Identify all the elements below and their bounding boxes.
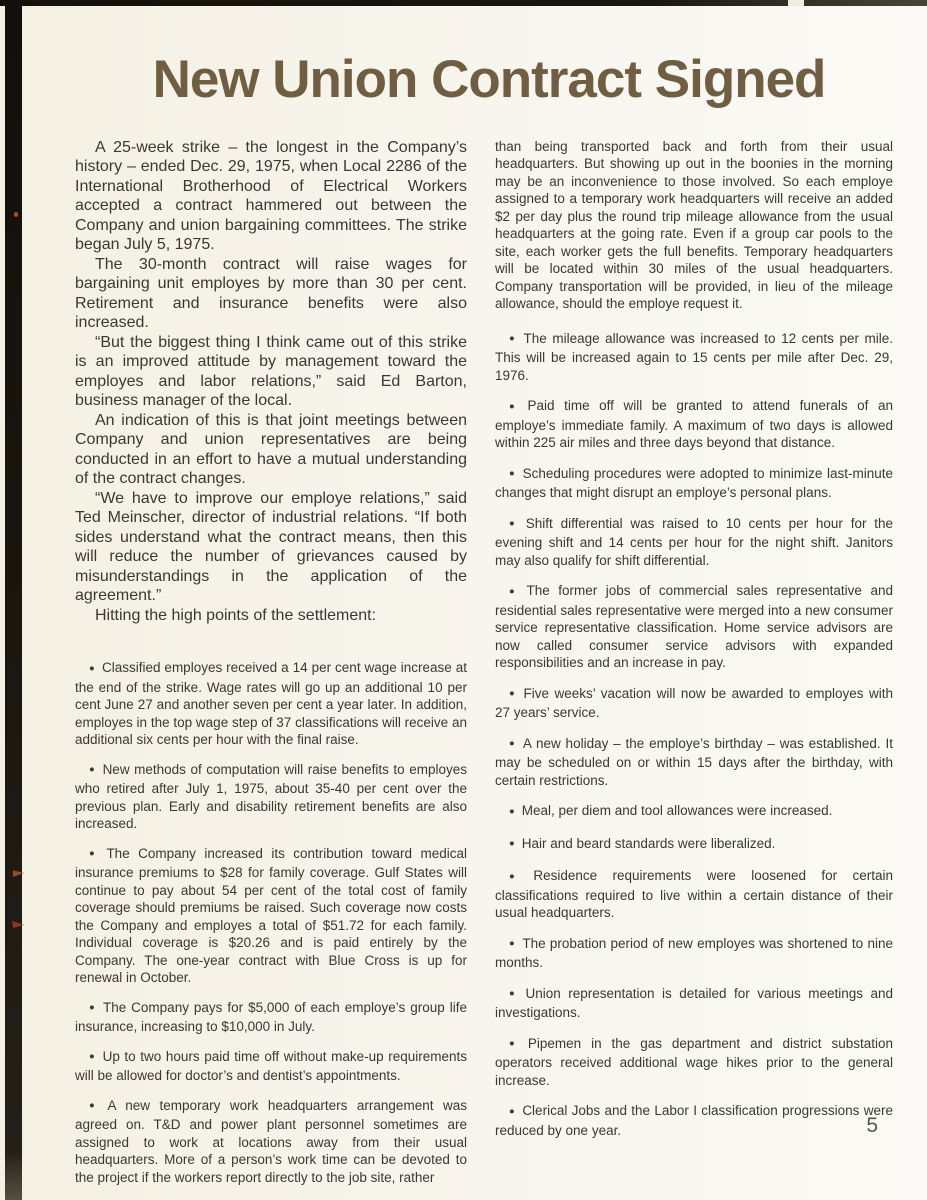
bullet-dot-icon: ● — [509, 400, 521, 412]
bullet-text: The mileage allowance was increased to 12 cents per mile. This will be increased again to 15 cents per mile after Dec. 29, 1976. — [495, 330, 893, 383]
bullet-dot-icon: ● — [509, 838, 515, 850]
two-column-layout — [75, 138, 893, 1187]
bullet-text: Residence requirements were loosened for certain classifications required to live within a certain distance of their usual headquarters. — [495, 868, 893, 921]
bullet-item — [75, 761, 467, 833]
bullet-text: Scheduling procedures were adopted to minimize last-minute changes that might disrupt an employe’s personal plans. — [495, 465, 893, 501]
bullet-text: New methods of computation will raise benefits to employes who retired after July 1, 1975, about 35-40 per cent over the previous plan. Early and disability retirement benefits are also increased. — [75, 761, 467, 832]
intro-paragraph: A 25-week strike – the longest in the Company’s history – ended Dec. 29, 1975, when Local 2286 of the International Brotherhood of Electrical Workers accepted a contract hammered out between the Company and union bargaining committees. The strike began July 5, 1975. — [75, 138, 467, 254]
bullet-dot-icon: ● — [509, 805, 515, 817]
bullet-text: Classified employes received a 14 per cent wage increase at the end of the strike. Wage rates will go up an additional 10 per cent June 27 and another seven per cent a year later. In addition, employes in the top wage step of 37 classifications will receive an additional six cents per hour with the final raise. — [75, 660, 467, 748]
intro-paragraph: “We have to improve our employe relations,” said Ted Meinscher, director of industrial relations. “If both sides understand what the contract means, then this will reduce the number of grievances caused by misunderstandings in the application of the agreement.” — [75, 489, 467, 605]
bullet-text: Five weeks’ vacation will now be awarded to employes with 27 years’ service. — [495, 685, 893, 721]
bullet-text: A new holiday – the employe’s birthday – was established. It may be scheduled on or within 15 days after the birthday, with certain restrictions. — [495, 735, 893, 788]
continuation-paragraph: than being transported back and forth from their usual headquarters. But showing up out in the boonies in the morning may be an inconvenience to those involved. So each employe assigned to a temporary work headquarters will receive an added $2 per day plus the round trip mileage allowance from the usual headquarters at the going rate. Even if a group car pools to the site, each worker gets the full benefits. Temporary headquarters will be located within 30 miles of the usual headquarters. Company transportation will be provided, in lieu of the mileage allowance, should the employe request it. — [495, 138, 893, 312]
bullet-item — [495, 685, 893, 722]
bullet-dot-icon: ● — [509, 1038, 521, 1050]
left-column — [75, 138, 467, 1187]
intro-paragraph: The 30-month contract will raise wages for bargaining unit employes by more than 30 per cent. Retirement and insurance benefits were also increased. — [75, 255, 467, 332]
bullet-item — [495, 397, 893, 452]
bullet-item — [495, 582, 893, 672]
bullet-dot-icon: ● — [89, 848, 100, 860]
bullet-item — [75, 845, 467, 987]
scan-edge-left — [5, 0, 22, 1200]
bullet-item — [495, 515, 893, 570]
bullet-text: Pipemen in the gas department and district substation operators received additional wage hikes prior to the general increase. — [495, 1035, 893, 1088]
bullet-dot-icon: ● — [509, 518, 519, 530]
bullet-item — [495, 802, 893, 822]
bullet-item — [495, 1035, 893, 1090]
scan-edge-top-gap — [788, 0, 804, 6]
bullet-dot-icon: ● — [89, 1051, 96, 1063]
bullet-item — [75, 1097, 467, 1187]
page-content — [75, 52, 893, 1186]
bullet-dot-icon: ● — [509, 688, 517, 700]
bullet-text: Union representation is detailed for various meetings and investigations. — [495, 985, 893, 1021]
bullet-text: Up to two hours paid time off without make-up requirements will be allowed for doctor’s and dentist’s appointments. — [75, 1048, 467, 1084]
intro-paragraph: An indication of this is that joint meetings between Company and union representatives are being conducted in an effort to have a mutual understanding of the contract changes. — [75, 411, 467, 488]
bullet-item — [495, 835, 893, 855]
right-column — [495, 138, 893, 1140]
bullet-item — [495, 330, 893, 385]
bullet-text: Clerical Jobs and the Labor I classification progressions were reduced by one year. — [495, 1103, 893, 1138]
bullet-text: Paid time off will be granted to attend funerals of an employe’s immediate family. A maximum of two days is allowed within 225 air miles and three days beyond that distance. — [495, 398, 893, 451]
bullet-dot-icon: ● — [89, 1100, 101, 1112]
bullet-item — [495, 1102, 893, 1139]
bullet-text: The former jobs of commercial sales representative and residential sales representative were merged into a new consumer service representative classification. Home service advisors are now called consumer service advisors with expanded responsibilities and an increase in pay. — [495, 583, 893, 671]
bullet-dot-icon: ● — [509, 988, 519, 1000]
bullet-item — [495, 867, 893, 922]
bullet-dot-icon: ● — [89, 1002, 96, 1014]
bullet-dot-icon: ● — [509, 1105, 516, 1117]
bullet-dot-icon: ● — [509, 468, 516, 480]
bullet-item — [495, 735, 893, 790]
bullet-item — [75, 999, 467, 1036]
bullet-dot-icon: ● — [89, 662, 95, 674]
bullet-text: A new temporary work headquarters arrangement was agreed on. T&D and power plant personnel sometimes are assigned to work at locations away from their usual headquarters. More of a person’s work time can be devoted to the project if the workers report directly to the job site, rather — [75, 1097, 467, 1185]
intro-paragraph: Hitting the high points of the settlement: — [95, 606, 377, 624]
bullet-dot-icon: ● — [509, 738, 516, 750]
page-number: 5 — [866, 1114, 878, 1137]
bullet-text: The Company pays for $5,000 of each employe’s group life insurance, increasing to $10,000 in July. — [75, 999, 467, 1035]
bullet-item — [495, 985, 893, 1022]
bullet-dot-icon: ● — [509, 870, 527, 882]
bullet-item — [495, 465, 893, 502]
bullet-item — [75, 1048, 467, 1085]
bullet-text: The probation period of new employes was shortened to nine months. — [495, 935, 893, 971]
bullet-dot-icon: ● — [509, 938, 516, 950]
left-bullet-list — [75, 659, 467, 1186]
bullet-dot-icon: ● — [89, 764, 96, 776]
bullet-text: Shift differential was raised to 10 cents per hour for the evening shift and 14 cents per hour for the night shift. Janitors may also qualify for shift differential. — [495, 515, 893, 568]
bullet-item — [495, 935, 893, 972]
intro-paragraph: “But the biggest thing I think came out of this strike is an improved attitude by management toward the employes and labor relations,” said Ed Barton, business manager of the local. — [75, 333, 467, 410]
bullet-item — [75, 659, 467, 749]
bullet-text: The Company increased its contribution toward medical insurance premiums to $28 for family coverage. Gulf States will continue to pay about 54 per cent of the total cost of family coverage should premiums be raised. Such coverage now costs the Company and employes a total of $51.72 for each family. Individual coverage is $20.26 and is paid entirely by the Company. The one-year contract with Blue Cross is up for renewal in October. — [75, 845, 467, 986]
bullet-text: Hair and beard standards were liberalized. — [521, 835, 776, 851]
tape-mark — [14, 212, 18, 217]
bullet-dot-icon: ● — [509, 333, 517, 345]
bullet-text: Meal, per diem and tool allowances were increased. — [521, 803, 833, 819]
page-title: New Union Contract Signed — [152, 50, 826, 109]
bullet-dot-icon: ● — [509, 585, 520, 597]
